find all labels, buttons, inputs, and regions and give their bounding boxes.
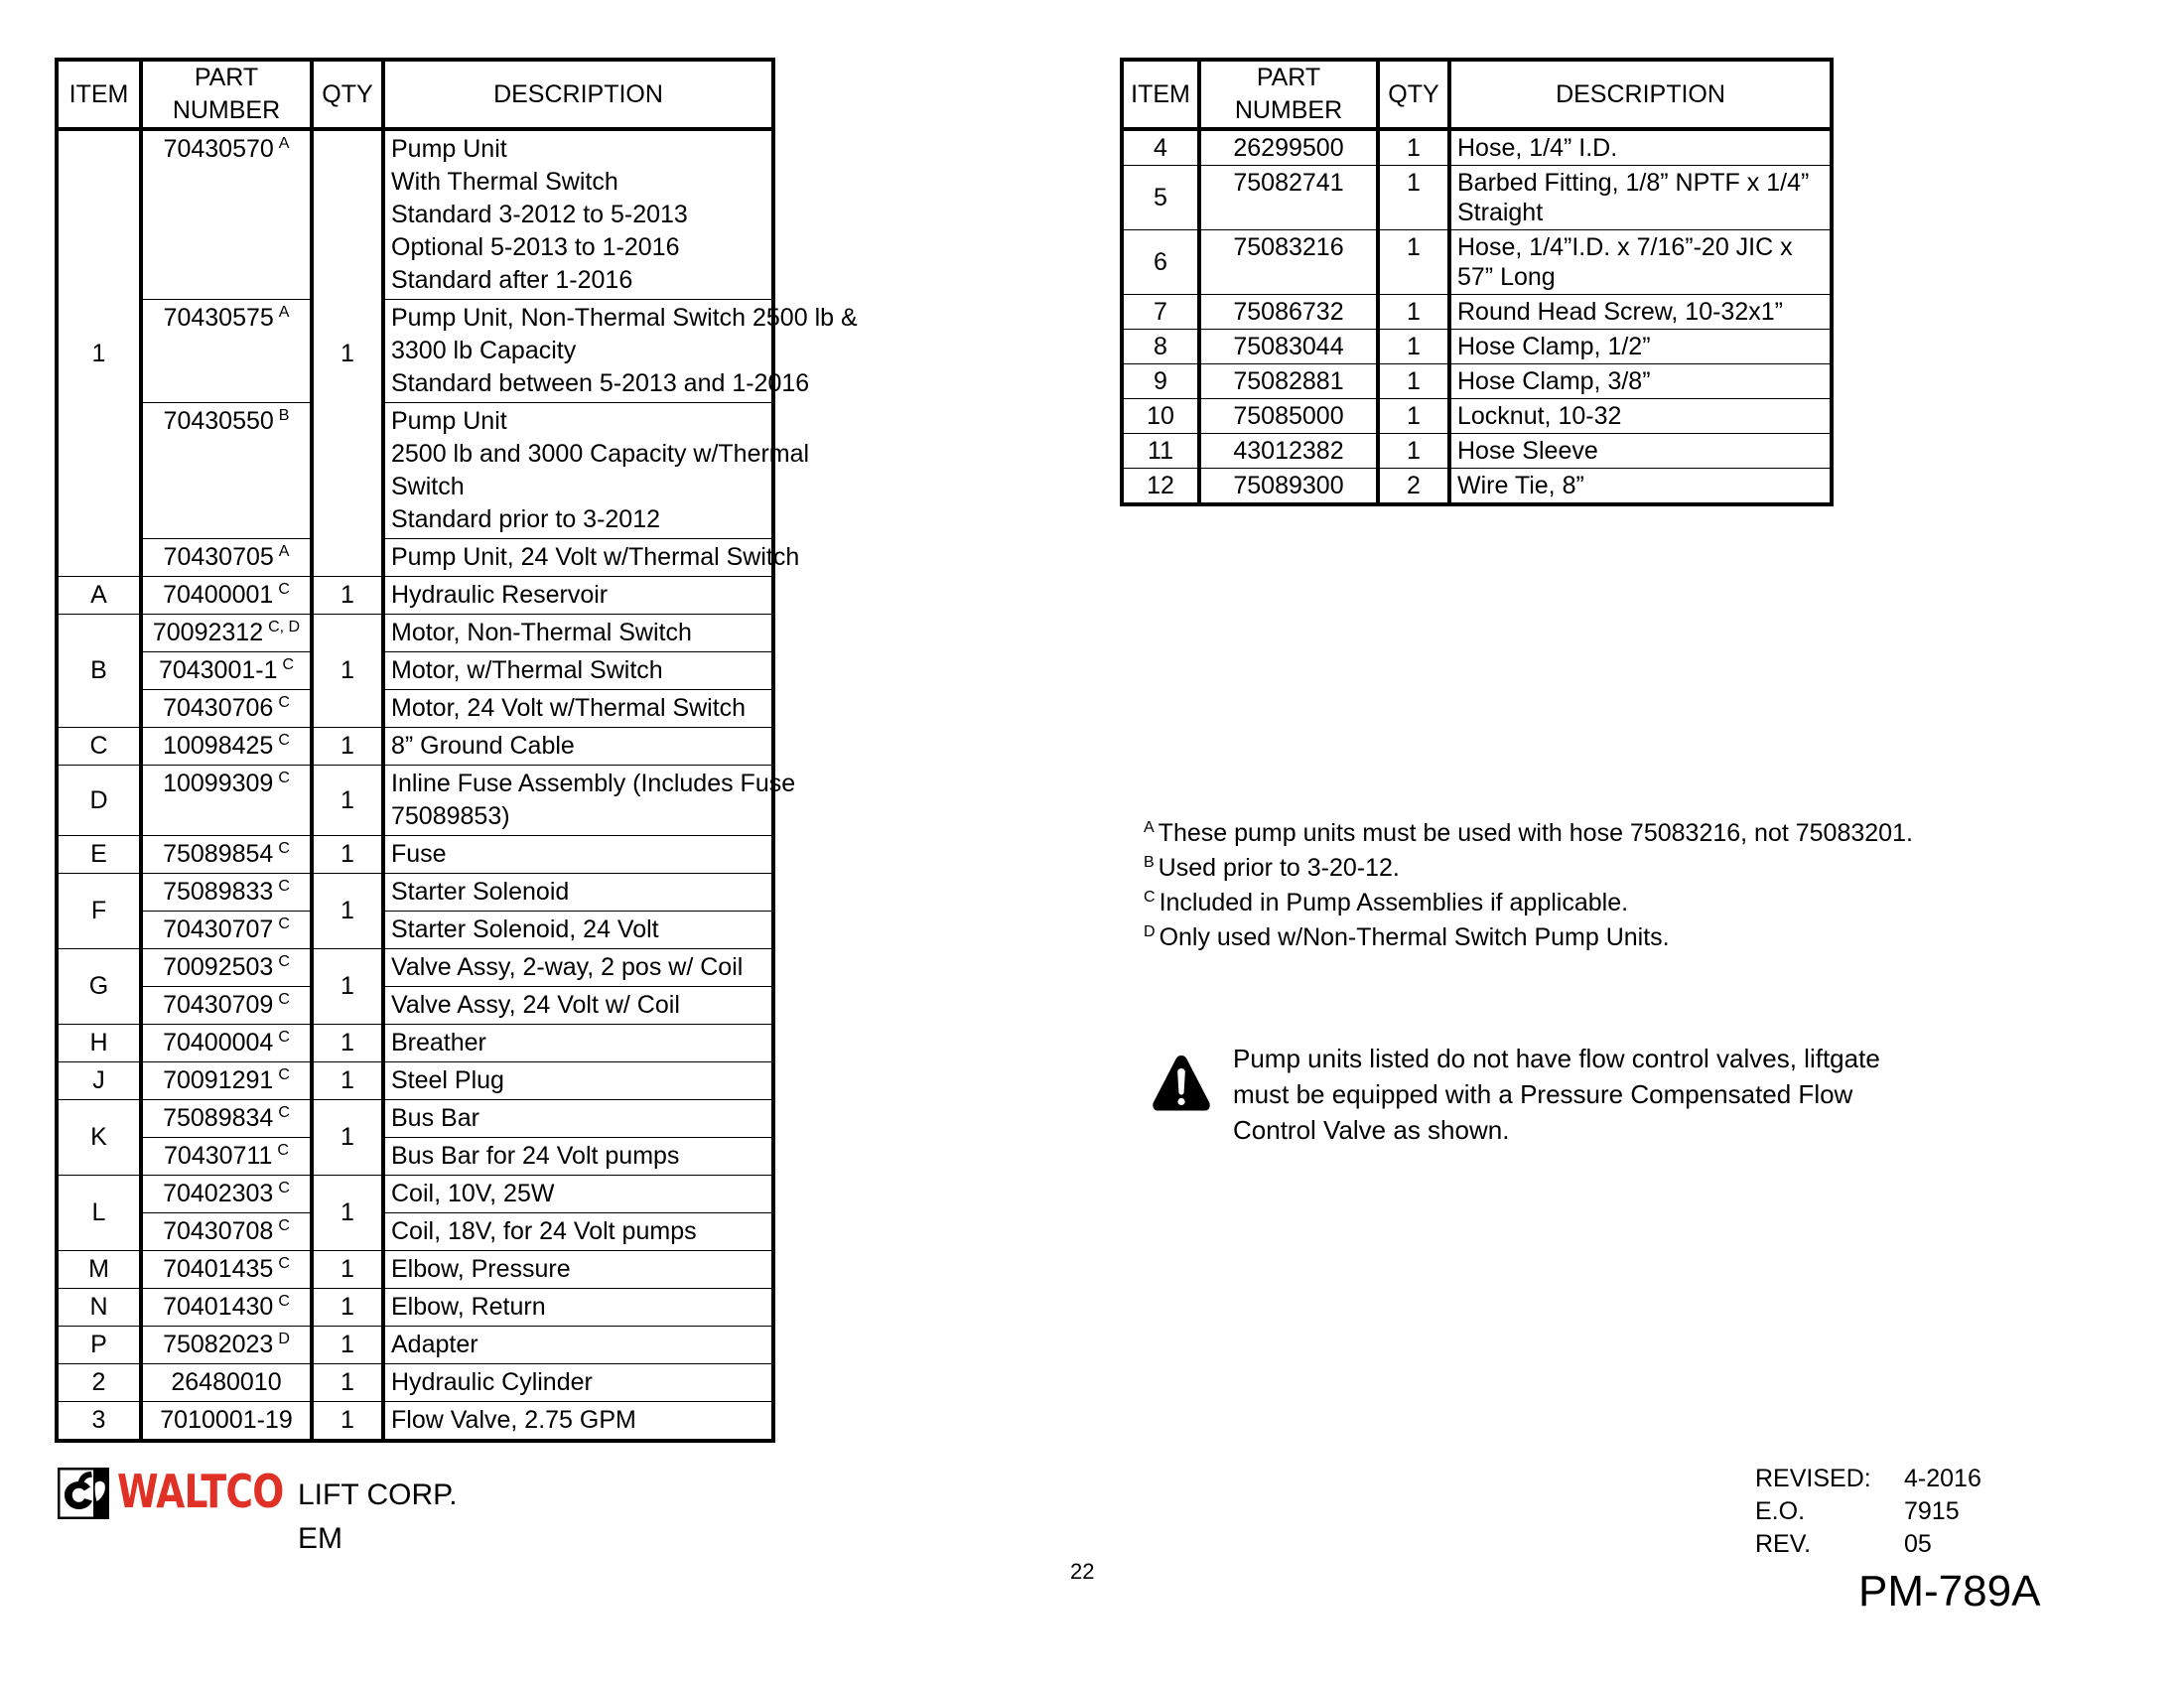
part-number-cell: 75086732 bbox=[1199, 295, 1378, 330]
footnote-item bbox=[1144, 851, 2037, 886]
waltco-logo-mark-icon bbox=[58, 1468, 109, 1519]
part-number-cell: 26299500 bbox=[1199, 129, 1378, 166]
description-line: Starter Solenoid, 24 Volt bbox=[391, 915, 659, 943]
description-line: Coil, 18V, for 24 Volt pumps bbox=[391, 1217, 697, 1245]
description-line: 3300 lb Capacity bbox=[391, 337, 577, 364]
description-cell bbox=[383, 949, 773, 987]
qty-cell: 1 bbox=[312, 1176, 383, 1251]
column-header-item: ITEM bbox=[1122, 60, 1199, 129]
part-number-footnote-marker: C bbox=[278, 1216, 290, 1234]
part-number-footnote-marker: A bbox=[278, 303, 290, 321]
eo-value: 7915 bbox=[1904, 1497, 1960, 1525]
part-number-footnote-marker: C bbox=[278, 1028, 290, 1046]
description-cell bbox=[383, 836, 773, 874]
item-cell: 3 bbox=[57, 1402, 141, 1442]
table-row bbox=[57, 652, 773, 690]
column-header-qty: QTY bbox=[1378, 60, 1449, 129]
part-number-cell: 75089833 $^C$ bbox=[141, 874, 312, 912]
description-line: Valve Assy, 2-way, 2 pos w/ Coil bbox=[391, 953, 744, 981]
part-number-cell: 75089854 $^C$ bbox=[141, 836, 312, 874]
part-number-cell: 75083044 bbox=[1199, 330, 1378, 364]
table-row bbox=[57, 836, 773, 874]
description-line: Optional 5-2013 to 1-2016 bbox=[391, 233, 680, 261]
description-line: Valve Assy, 24 Volt w/ Coil bbox=[391, 991, 680, 1019]
description-line: Adapter bbox=[391, 1331, 478, 1358]
table-row bbox=[57, 690, 773, 728]
description-line: Motor, 24 Volt w/Thermal Switch bbox=[391, 694, 747, 722]
qty-cell: 1 bbox=[312, 766, 383, 836]
table-row bbox=[57, 577, 773, 615]
revised-value: 4-2016 bbox=[1904, 1465, 1981, 1492]
table-row bbox=[1122, 434, 1832, 469]
footnote-marker: B bbox=[1144, 853, 1155, 871]
part-number-cell: 75082741 bbox=[1199, 166, 1378, 230]
table-row bbox=[57, 1402, 773, 1442]
description-cell: Wire Tie, 8” bbox=[1449, 469, 1832, 505]
column-header-description: DESCRIPTION bbox=[383, 60, 773, 129]
part-number-footnote-marker: A bbox=[278, 134, 290, 152]
description-cell bbox=[383, 403, 810, 539]
part-number-cell: 70401430 $^C$ bbox=[141, 1289, 312, 1327]
qty-cell: 1 bbox=[312, 1251, 383, 1289]
part-number-cell: 26480010 bbox=[141, 1364, 312, 1402]
column-header-qty: QTY bbox=[312, 60, 383, 129]
qty-cell: 1 bbox=[1378, 364, 1449, 399]
page-number: 22 bbox=[1070, 1559, 1095, 1584]
table-row bbox=[57, 1100, 773, 1138]
description-line: With Thermal Switch bbox=[391, 168, 618, 196]
item-cell: F bbox=[57, 874, 141, 949]
description-cell: Locknut, 10-32 bbox=[1449, 399, 1832, 434]
description-line: Inline Fuse Assembly (Includes Fuse bbox=[391, 770, 796, 797]
description-line: Pump Unit, 24 Volt w/Thermal Switch bbox=[391, 543, 800, 571]
description-cell: Hose Clamp, 3/8” bbox=[1449, 364, 1832, 399]
item-cell: 4 bbox=[1122, 129, 1199, 166]
item-cell: M bbox=[57, 1251, 141, 1289]
part-number-cell: 7043001-1 $^C$ bbox=[141, 652, 312, 690]
item-cell: L bbox=[57, 1176, 141, 1251]
description-line: Pump Unit, Non-Thermal Switch 2500 lb & bbox=[391, 304, 858, 332]
item-cell: 12 bbox=[1122, 469, 1199, 505]
part-number-footnote-marker: C bbox=[282, 655, 295, 673]
waltco-logo bbox=[58, 1464, 320, 1519]
part-number-cell: 75089834 $^C$ bbox=[141, 1100, 312, 1138]
table-row bbox=[57, 1327, 773, 1364]
item-cell: E bbox=[57, 836, 141, 874]
part-number-footnote-marker: C bbox=[278, 1103, 290, 1121]
table-header-row bbox=[57, 60, 773, 129]
footnote-text: Included in Pump Assemblies if applicable. bbox=[1159, 889, 1629, 916]
qty-cell: 1 bbox=[1378, 129, 1449, 166]
item-cell: 1 bbox=[57, 129, 141, 577]
right-parts-table bbox=[1120, 58, 1834, 506]
part-number-footnote-marker: C bbox=[278, 839, 290, 857]
qty-cell: 1 bbox=[312, 1327, 383, 1364]
part-number-cell: 70430707 $^C$ bbox=[141, 912, 312, 949]
description-cell bbox=[383, 1100, 773, 1138]
table-row bbox=[57, 766, 773, 836]
description-cell bbox=[383, 912, 773, 949]
part-number-cell: 43012382 bbox=[1199, 434, 1378, 469]
part-number-footnote-marker: A bbox=[278, 542, 290, 560]
part-number-cell: 10099309 $^C$ bbox=[141, 766, 312, 836]
part-number-footnote-marker: C bbox=[278, 990, 290, 1008]
part-number-cell: 75083216 bbox=[1199, 230, 1378, 295]
description-line: Fuse bbox=[391, 840, 447, 868]
description-line: Standard 3-2012 to 5-2013 bbox=[391, 201, 688, 228]
footnote-marker: D bbox=[1144, 922, 1156, 940]
footnote-item bbox=[1144, 920, 2037, 955]
description-line: Hydraulic Cylinder bbox=[391, 1368, 593, 1396]
table-row bbox=[57, 1025, 773, 1062]
part-number-cell: 75085000 bbox=[1199, 399, 1378, 434]
description-cell: Hose Sleeve bbox=[1449, 434, 1832, 469]
left-parts-table bbox=[55, 58, 858, 1443]
part-number-footnote-marker: C, D bbox=[268, 618, 301, 635]
item-cell: D bbox=[57, 766, 141, 836]
part-number-footnote-marker: C bbox=[278, 693, 290, 711]
qty-cell: 1 bbox=[312, 1402, 383, 1442]
part-number-cell: 70430550 $^B$ bbox=[141, 403, 312, 539]
footnote-text: Used prior to 3-20-12. bbox=[1158, 854, 1400, 882]
description-line: Bus Bar bbox=[391, 1104, 479, 1132]
table-row bbox=[57, 1138, 773, 1176]
description-line: Motor, Non-Thermal Switch bbox=[391, 619, 692, 646]
part-number-footnote-marker: C bbox=[278, 769, 290, 786]
qty-cell: 1 bbox=[312, 129, 383, 577]
item-cell: P bbox=[57, 1327, 141, 1364]
description-cell bbox=[383, 300, 858, 403]
document-code: PM-789A bbox=[1858, 1567, 2041, 1616]
description-line: Hydraulic Reservoir bbox=[391, 581, 609, 609]
table-row bbox=[57, 539, 773, 577]
description-line: Elbow, Return bbox=[391, 1293, 546, 1321]
rev-label: REV. bbox=[1755, 1530, 1812, 1558]
warning-line: must be equipped with a Pressure Compensated Flow bbox=[1233, 1079, 1853, 1109]
table-header-row bbox=[1122, 60, 1832, 129]
part-number-cell: 10098425 $^C$ bbox=[141, 728, 312, 766]
part-number-cell: 75082881 bbox=[1199, 364, 1378, 399]
description-cell bbox=[383, 1402, 773, 1442]
table-row bbox=[1122, 330, 1832, 364]
footnote-marker: C bbox=[1144, 888, 1156, 906]
description-cell bbox=[383, 1213, 773, 1251]
description-cell bbox=[383, 1062, 773, 1100]
description-line: Pump Unit bbox=[391, 407, 507, 435]
description-cell bbox=[383, 728, 773, 766]
description-line: Pump Unit bbox=[391, 135, 507, 163]
item-cell: J bbox=[57, 1062, 141, 1100]
item-cell: C bbox=[57, 728, 141, 766]
description-line: Breather bbox=[391, 1029, 486, 1056]
qty-cell: 1 bbox=[312, 577, 383, 615]
part-number-footnote-marker: C bbox=[278, 1179, 290, 1196]
column-header-item: ITEM bbox=[57, 60, 141, 129]
description-line: Switch bbox=[391, 473, 465, 500]
description-cell bbox=[383, 1176, 773, 1213]
description-line: Motor, w/Thermal Switch bbox=[391, 656, 663, 684]
table-row bbox=[57, 912, 773, 949]
description-cell bbox=[383, 577, 773, 615]
table-row bbox=[1122, 230, 1832, 295]
table-row bbox=[1122, 166, 1832, 230]
item-cell: 6 bbox=[1122, 230, 1199, 295]
description-cell bbox=[383, 987, 773, 1025]
table-row bbox=[1122, 295, 1832, 330]
table-row bbox=[57, 874, 773, 912]
qty-cell: 1 bbox=[312, 615, 383, 728]
warning-text bbox=[1233, 1041, 1880, 1148]
table-row bbox=[57, 1251, 773, 1289]
part-number-footnote-marker: C bbox=[278, 1254, 290, 1272]
description-cell bbox=[383, 652, 773, 690]
description-line: 2500 lb and 3000 Capacity w/Thermal bbox=[391, 440, 810, 468]
description-cell bbox=[383, 1327, 773, 1364]
part-number-cell: 70430711 $^C$ bbox=[141, 1138, 312, 1176]
item-cell: N bbox=[57, 1289, 141, 1327]
part-number-cell: 70091291 $^C$ bbox=[141, 1062, 312, 1100]
part-number-cell: 70400001 $^C$ bbox=[141, 577, 312, 615]
item-cell: 11 bbox=[1122, 434, 1199, 469]
table-row bbox=[1122, 129, 1832, 166]
part-number-cell: 70430706 $^C$ bbox=[141, 690, 312, 728]
qty-cell: 1 bbox=[312, 1025, 383, 1062]
item-cell: B bbox=[57, 615, 141, 728]
qty-cell: 2 bbox=[1378, 469, 1449, 505]
item-cell: 2 bbox=[57, 1364, 141, 1402]
item-cell: G bbox=[57, 949, 141, 1025]
revised-label: REVISED: bbox=[1755, 1465, 1871, 1492]
description-line: 8” Ground Cable bbox=[391, 732, 575, 760]
description-line: 75089853) bbox=[391, 802, 510, 830]
item-cell: K bbox=[57, 1100, 141, 1176]
description-cell: Barbed Fitting, 1/8” NPTF x 1/4” Straight bbox=[1449, 166, 1832, 230]
table-row bbox=[57, 728, 773, 766]
part-number-footnote-marker: C bbox=[278, 1065, 290, 1083]
description-cell bbox=[383, 766, 796, 836]
part-number-cell: 75089300 bbox=[1199, 469, 1378, 505]
table-row bbox=[57, 300, 773, 403]
part-number-cell: 7010001-19 bbox=[141, 1402, 312, 1442]
description-cell bbox=[383, 615, 773, 652]
part-number-cell: 70402303 $^C$ bbox=[141, 1176, 312, 1213]
eo-label: E.O. bbox=[1755, 1497, 1806, 1525]
table-row bbox=[57, 1062, 773, 1100]
description-cell bbox=[383, 874, 773, 912]
description-cell bbox=[383, 1138, 773, 1176]
qty-cell: 1 bbox=[1378, 399, 1449, 434]
description-cell bbox=[383, 1289, 773, 1327]
part-number-footnote-marker: B bbox=[278, 406, 290, 424]
description-line: Standard between 5-2013 and 1-2016 bbox=[391, 369, 810, 397]
table-row bbox=[57, 987, 773, 1025]
description-line: Standard after 1-2016 bbox=[391, 266, 633, 294]
company-line: LIFT CORP. bbox=[298, 1478, 458, 1511]
table-row bbox=[1122, 364, 1832, 399]
column-header-description: DESCRIPTION bbox=[1449, 60, 1832, 129]
footnote-marker: A bbox=[1144, 818, 1155, 836]
part-number-footnote-marker: C bbox=[278, 952, 290, 970]
footnote-text: Only used w/Non-Thermal Switch Pump Units. bbox=[1159, 923, 1670, 951]
description-line: Coil, 10V, 25W bbox=[391, 1180, 555, 1207]
qty-cell: 1 bbox=[1378, 295, 1449, 330]
qty-cell: 1 bbox=[312, 949, 383, 1025]
table-row bbox=[1122, 469, 1832, 505]
description-cell: Round Head Screw, 10-32x1” bbox=[1449, 295, 1832, 330]
table-row bbox=[57, 403, 773, 539]
qty-cell: 1 bbox=[1378, 434, 1449, 469]
description-line: Starter Solenoid bbox=[391, 878, 570, 906]
qty-cell: 1 bbox=[1378, 166, 1449, 230]
description-cell: Hose Clamp, 1/2” bbox=[1449, 330, 1832, 364]
part-number-cell: 70401435 $^C$ bbox=[141, 1251, 312, 1289]
waltco-wordmark: WALTCO bbox=[117, 1465, 284, 1518]
qty-cell: 1 bbox=[312, 1062, 383, 1100]
description-line: Elbow, Pressure bbox=[391, 1255, 571, 1283]
footnote-item bbox=[1144, 886, 2037, 920]
description-line: Steel Plug bbox=[391, 1066, 504, 1094]
qty-cell: 1 bbox=[312, 874, 383, 949]
right-table-body bbox=[1122, 129, 1832, 504]
column-header-part-number: PART NUMBER bbox=[141, 60, 312, 129]
item-cell: 10 bbox=[1122, 399, 1199, 434]
part-number-cell: 70400004 $^C$ bbox=[141, 1025, 312, 1062]
item-cell: 8 bbox=[1122, 330, 1199, 364]
description-cell bbox=[383, 539, 800, 577]
part-number-footnote-marker: C bbox=[278, 731, 290, 749]
part-number-footnote-marker: C bbox=[278, 580, 290, 598]
warning-triangle-icon bbox=[1152, 1055, 1211, 1112]
description-cell bbox=[383, 1251, 773, 1289]
qty-cell: 1 bbox=[312, 836, 383, 874]
part-number-cell: 70430575 $^A$ bbox=[141, 300, 312, 403]
description-cell: Hose, 1/4” I.D. bbox=[1449, 129, 1832, 166]
description-cell: Hose, 1/4”I.D. x 7/16”-20 JIC x 57” Long bbox=[1449, 230, 1832, 295]
revision-revised-row bbox=[1755, 1463, 1981, 1495]
part-number-cell: 70430708 $^C$ bbox=[141, 1213, 312, 1251]
qty-cell: 1 bbox=[312, 1364, 383, 1402]
description-line: Standard prior to 3-2012 bbox=[391, 505, 661, 533]
table-row bbox=[1122, 399, 1832, 434]
left-table-body bbox=[57, 129, 858, 1441]
table-row bbox=[57, 1289, 773, 1327]
warning-line: Control Valve as shown. bbox=[1233, 1115, 1510, 1145]
qty-cell: 1 bbox=[312, 1289, 383, 1327]
description-line: Bus Bar for 24 Volt pumps bbox=[391, 1142, 680, 1170]
item-cell: 9 bbox=[1122, 364, 1199, 399]
warning-notice bbox=[1152, 1041, 2045, 1148]
qty-cell: 1 bbox=[1378, 330, 1449, 364]
table-row bbox=[57, 1176, 773, 1213]
footnote-item bbox=[1144, 816, 2037, 851]
table-row bbox=[57, 615, 773, 652]
part-number-footnote-marker: D bbox=[278, 1330, 290, 1347]
qty-cell: 1 bbox=[312, 1100, 383, 1176]
qty-cell: 1 bbox=[1378, 230, 1449, 295]
item-cell: 5 bbox=[1122, 166, 1199, 230]
item-cell: 7 bbox=[1122, 295, 1199, 330]
qty-cell: 1 bbox=[312, 728, 383, 766]
description-cell bbox=[383, 1364, 773, 1402]
part-number-cell: 70430705 $^A$ bbox=[141, 539, 312, 577]
table-row bbox=[57, 1213, 773, 1251]
part-number-footnote-marker: C bbox=[278, 914, 290, 932]
part-number-footnote-marker: C bbox=[278, 877, 290, 895]
item-cell: H bbox=[57, 1025, 141, 1062]
footnote-text: These pump units must be used with hose 75083216, not 75083201. bbox=[1158, 819, 1913, 847]
part-number-cell: 70092312 $^{C, D}$ bbox=[141, 615, 312, 652]
part-number-footnote-marker: C bbox=[278, 1292, 290, 1310]
revision-block bbox=[1755, 1463, 1981, 1561]
rev-value: 05 bbox=[1904, 1530, 1932, 1558]
description-cell bbox=[383, 1025, 773, 1062]
description-cell bbox=[383, 129, 773, 300]
part-number-cell: 70430570 $^A$ bbox=[141, 129, 312, 300]
table-row bbox=[57, 949, 773, 987]
part-number-cell: 70430709 $^C$ bbox=[141, 987, 312, 1025]
table-row bbox=[57, 129, 773, 300]
part-number-cell: 75082023 $^D$ bbox=[141, 1327, 312, 1364]
description-line: Flow Valve, 2.75 GPM bbox=[391, 1406, 636, 1434]
warning-line: Pump units listed do not have flow control valves, liftgate bbox=[1233, 1044, 1880, 1073]
company-line: EM bbox=[298, 1522, 342, 1555]
part-number-footnote-marker: C bbox=[277, 1141, 289, 1159]
revision-eo-row bbox=[1755, 1495, 1981, 1528]
company-name bbox=[298, 1474, 458, 1561]
revision-rev-row bbox=[1755, 1528, 1981, 1561]
table-row bbox=[57, 1364, 773, 1402]
description-cell bbox=[383, 690, 773, 728]
item-cell: A bbox=[57, 577, 141, 615]
part-number-cell: 70092503 $^C$ bbox=[141, 949, 312, 987]
footnotes-list bbox=[1144, 816, 2037, 955]
column-header-part-number: PART NUMBER bbox=[1199, 60, 1378, 129]
